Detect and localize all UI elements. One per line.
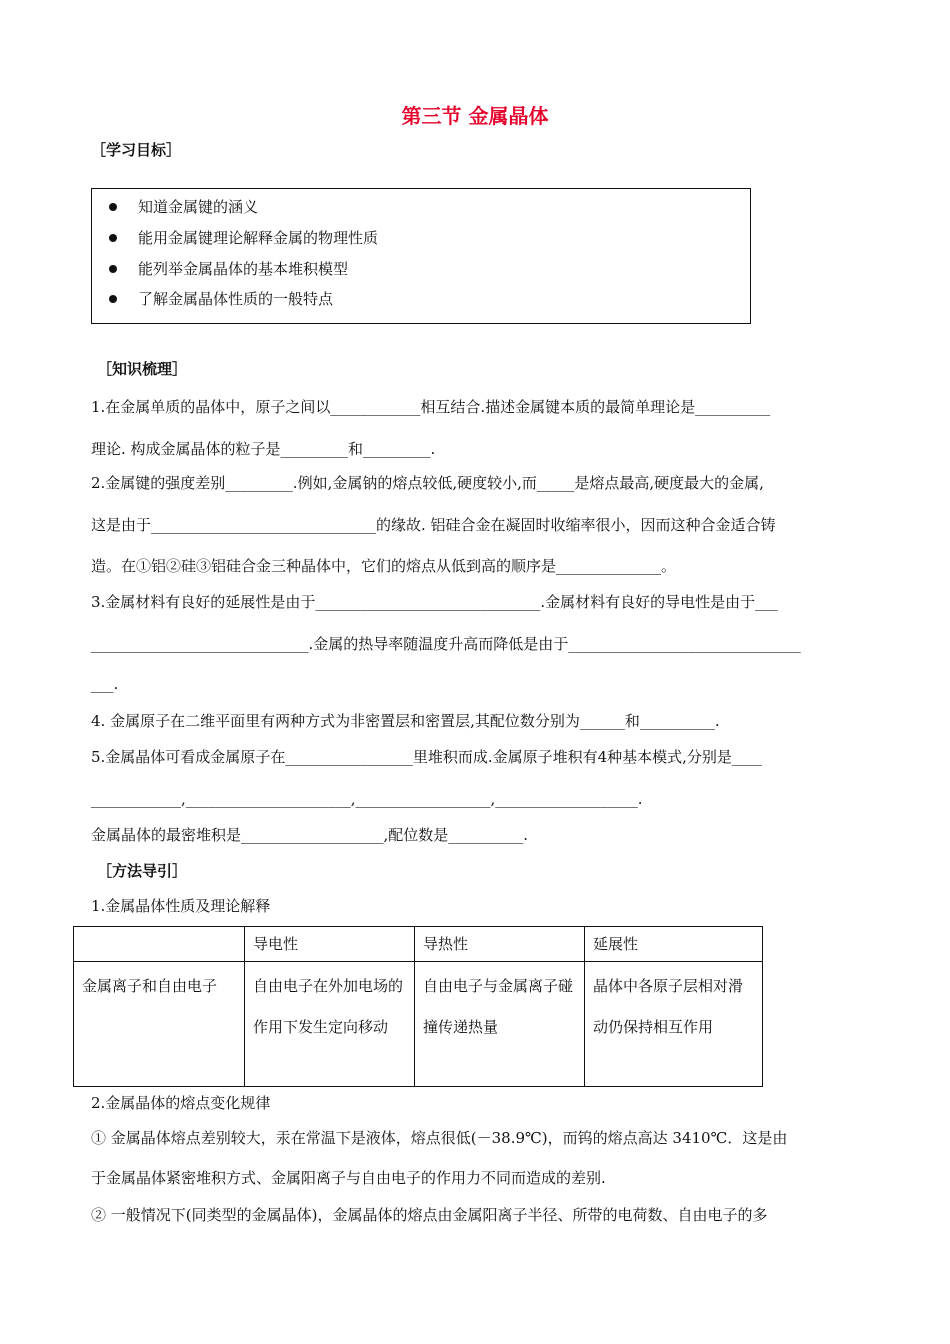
knowledge-line: ____________,______________________,__________________,___________________. [91,790,643,808]
melting-line: ① 金属晶体熔点差别较大，汞在常温下是液体，熔点很低(－38.9℃)，而钨的熔点高达 3410℃．这是由 [91,1129,788,1147]
method-subheading: 1.金属晶体性质及理论解释 [91,897,271,915]
knowledge-line: 5.金属晶体可看成金属原子在_________________里堆积而成.金属原子堆积有4种基本模式,分别是____ [91,748,762,766]
section-heading-knowledge: ［知识梳理］ [97,360,188,378]
knowledge-line: ___. [91,675,119,693]
table-cell: 自由电子在外加电场的作用下发生定向移动 [245,962,415,1087]
learning-goals-box [91,188,751,324]
table-cell: 金属离子和自由电子 [74,962,245,1087]
table-header-cell: 导热性 [415,927,585,962]
goal-item: 能用金属键理论解释金属的物理性质 [138,229,379,247]
knowledge-line: 3.金属材料有良好的延展性是由于______________________________.金属材料有良好的导电性是由于___ [91,593,778,611]
section-heading-goals: ［学习目标］ [91,141,182,159]
properties-table [73,926,763,1087]
knowledge-line: _____________________________.金属的热导率随温度升高而降低是由于_______________________________ [91,635,801,653]
melting-line: 于金属晶体紧密堆积方式、金属阳离子与自由电子的作用力不同而造成的差别. [91,1169,606,1187]
knowledge-line: 造。在①铝②硅③铝硅合金三种晶体中，它们的熔点从低到高的顺序是______________。 [91,557,677,575]
bullet-icon [109,265,117,273]
knowledge-line: 这是由于______________________________的缘故. 铝硅合金在凝固时收缩率很小，因而这种合金适合铸 [91,516,776,534]
table-cell: 自由电子与金属离子碰撞传递热量 [415,962,585,1087]
table-row [74,962,763,1087]
knowledge-line: 4. 金属原子在二维平面里有两种方式为非密置层和密置层,其配位数分别为______和__________. [91,712,720,730]
table-header-row [74,927,763,962]
table-cell: 晶体中各原子层相对滑动仍保持相互作用 [585,962,763,1087]
page-title: 第三节 金属晶体 [401,104,549,128]
melting-line: ② 一般情况下(同类型的金属晶体)，金属晶体的熔点由金属阳离子半径、所带的电荷数、自由电子的多 [91,1206,768,1224]
knowledge-line: 金属晶体的最密堆积是___________________,配位数是__________. [91,826,529,844]
table-header-cell: 延展性 [585,927,763,962]
goal-item: 能列举金属晶体的基本堆积模型 [138,260,349,278]
goal-item: 知道金属键的涵义 [138,198,259,216]
section-heading-method: ［方法导引］ [97,862,188,880]
bullet-icon [109,295,117,303]
goal-item: 了解金属晶体性质的一般特点 [138,290,334,308]
table-header-cell: 导电性 [245,927,415,962]
bullet-icon [109,234,117,242]
knowledge-line: 1.在金属单质的晶体中，原子之间以____________相互结合.描述金属键本质的最简单理论是__________ [91,398,771,416]
table-header-cell [74,927,245,962]
melting-line: 2.金属晶体的熔点变化规律 [91,1094,271,1112]
bullet-icon [109,203,117,211]
knowledge-line: 理论. 构成金属晶体的粒子是_________和_________. [91,440,436,458]
knowledge-line: 2.金属键的强度差别_________.例如,金属钠的熔点较低,硬度较小,而_____是熔点最高,硬度最大的金属, [91,474,764,492]
